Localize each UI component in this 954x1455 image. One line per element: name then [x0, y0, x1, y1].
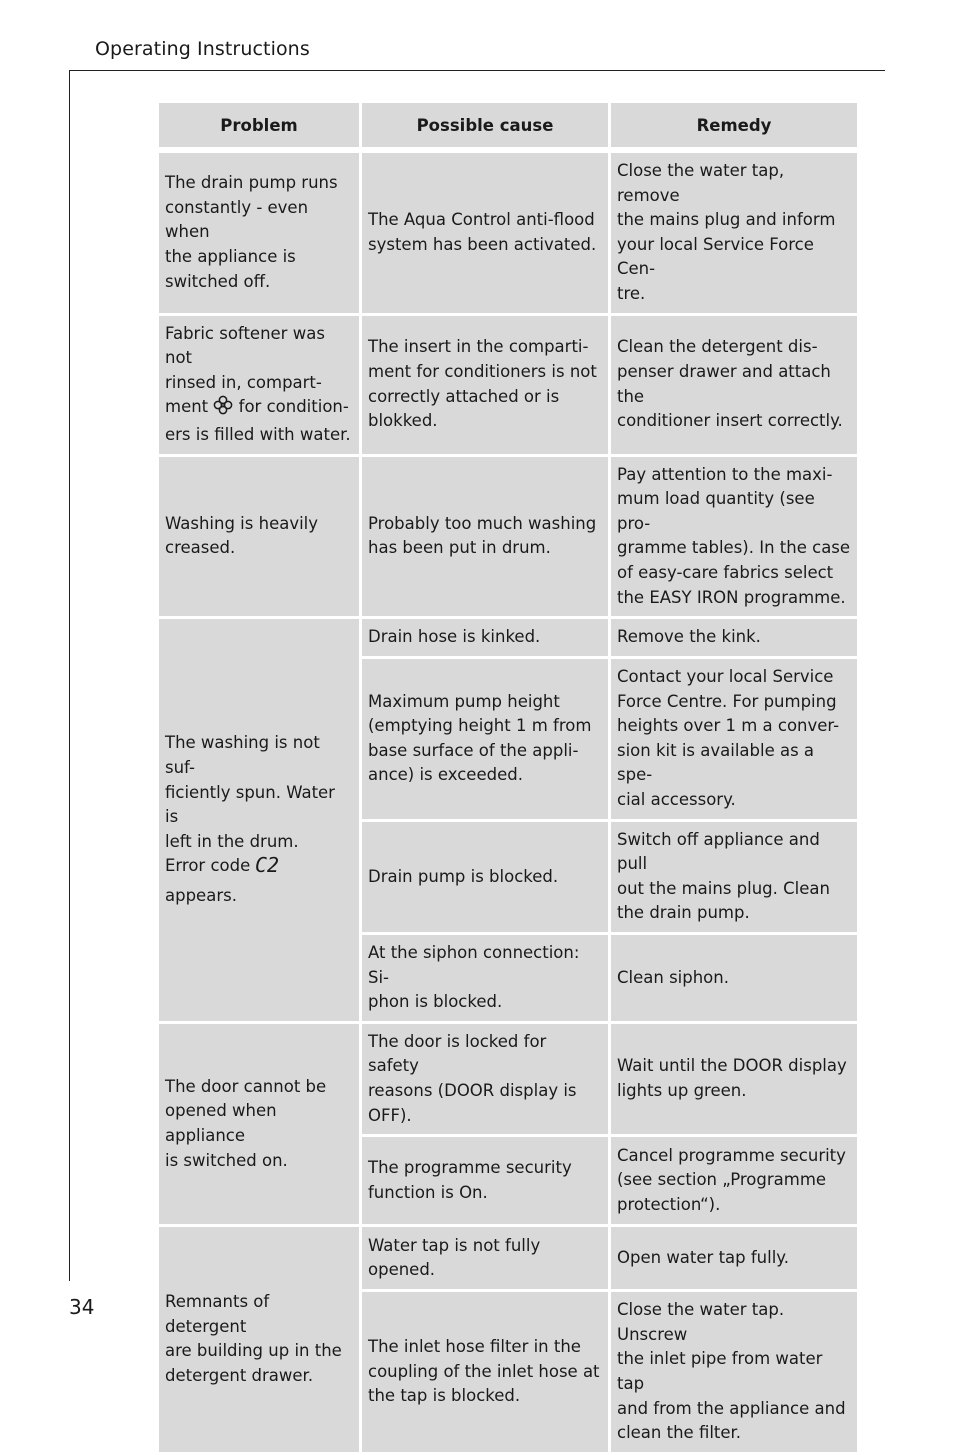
problem-cell: The door cannot be opened when appliance is switched on.: [159, 1024, 359, 1224]
flower-icon: [213, 395, 233, 423]
table-row: [159, 1227, 857, 1289]
table-row: [159, 619, 857, 656]
cause-cell: The insert in the comparti- ment for conditioners is not correctly attached or is blokked.: [362, 316, 608, 454]
column-header-cause: Possible cause: [362, 103, 608, 147]
remedy-cell: Pay attention to the maxi- mum load quantity (see pro- gramme tables). In the case of easy-care fabrics select the EASY IRON programme.: [611, 457, 857, 617]
remedy-cell: Contact your local Service Force Centre. For pumping heights over 1 m a conver- sion kit is available as a spe- cial accessory.: [611, 659, 857, 819]
problem-cell: Remnants of detergent are building up in the detergent drawer.: [159, 1227, 359, 1452]
remedy-cell: Clean siphon.: [611, 935, 857, 1021]
problem-cell: The drain pump runs constantly - even when the appliance is switched off.: [159, 153, 359, 313]
cause-cell: The inlet hose filter in the coupling of the inlet hose at the tap is blocked.: [362, 1292, 608, 1452]
table-row: [159, 457, 857, 617]
column-header-problem: Problem: [159, 103, 359, 147]
troubleshooting-table: [156, 100, 860, 1455]
table-row: [159, 1024, 857, 1134]
cause-cell: Maximum pump height (emptying height 1 m from base surface of the appli- ance) is exceeded.: [362, 659, 608, 819]
error-code-display: [254, 854, 284, 884]
cause-cell: At the siphon connection: Si- phon is blocked.: [362, 935, 608, 1021]
header-rule: [69, 70, 885, 71]
cause-cell: Drain pump is blocked.: [362, 822, 608, 932]
table-row: [159, 153, 857, 313]
cause-cell: Probably too much washing has been put in drum.: [362, 457, 608, 617]
remedy-cell: Close the water tap, remove the mains plug and inform your local Service Force Cen- tre.: [611, 153, 857, 313]
cause-cell: The programme security function is On.: [362, 1137, 608, 1224]
remedy-cell: Clean the detergent dis- penser drawer and attach the conditioner insert correctly.: [611, 316, 857, 454]
cause-cell: Water tap is not fully opened.: [362, 1227, 608, 1289]
remedy-cell: Open water tap fully.: [611, 1227, 857, 1289]
remedy-cell: Wait until the DOOR display lights up green.: [611, 1024, 857, 1134]
cause-cell: The Aqua Control anti-flood system has been activated.: [362, 153, 608, 313]
remedy-cell: Cancel programme security (see section „Programme protection“).: [611, 1137, 857, 1224]
cause-cell: Drain hose is kinked.: [362, 619, 608, 656]
problem-cell: Fabric softener was not rinsed in, compart- ment for condition- ers is filled with water.: [159, 316, 359, 454]
problem-cell: The washing is not suf- ficiently spun. Water is left in the drum. Error code C2 appears.: [159, 619, 359, 1021]
remedy-cell: Close the water tap. Unscrew the inlet pipe from water tap and from the appliance and clean the filter.: [611, 1292, 857, 1452]
cause-cell: The door is locked for safety reasons (DOOR display is OFF).: [362, 1024, 608, 1134]
page-header-title: Operating Instructions: [95, 38, 310, 60]
column-header-remedy: Remedy: [611, 103, 857, 147]
svg-text:C2: C2: [255, 854, 280, 877]
remedy-cell: Switch off appliance and pull out the mains plug. Clean the drain pump.: [611, 822, 857, 932]
page-number: 34: [69, 1295, 95, 1319]
problem-cell: Washing is heavily creased.: [159, 457, 359, 617]
table-row: [159, 316, 857, 454]
table-header-row: [159, 103, 857, 147]
remedy-cell: Remove the kink.: [611, 619, 857, 656]
margin-rule: [69, 70, 70, 1281]
